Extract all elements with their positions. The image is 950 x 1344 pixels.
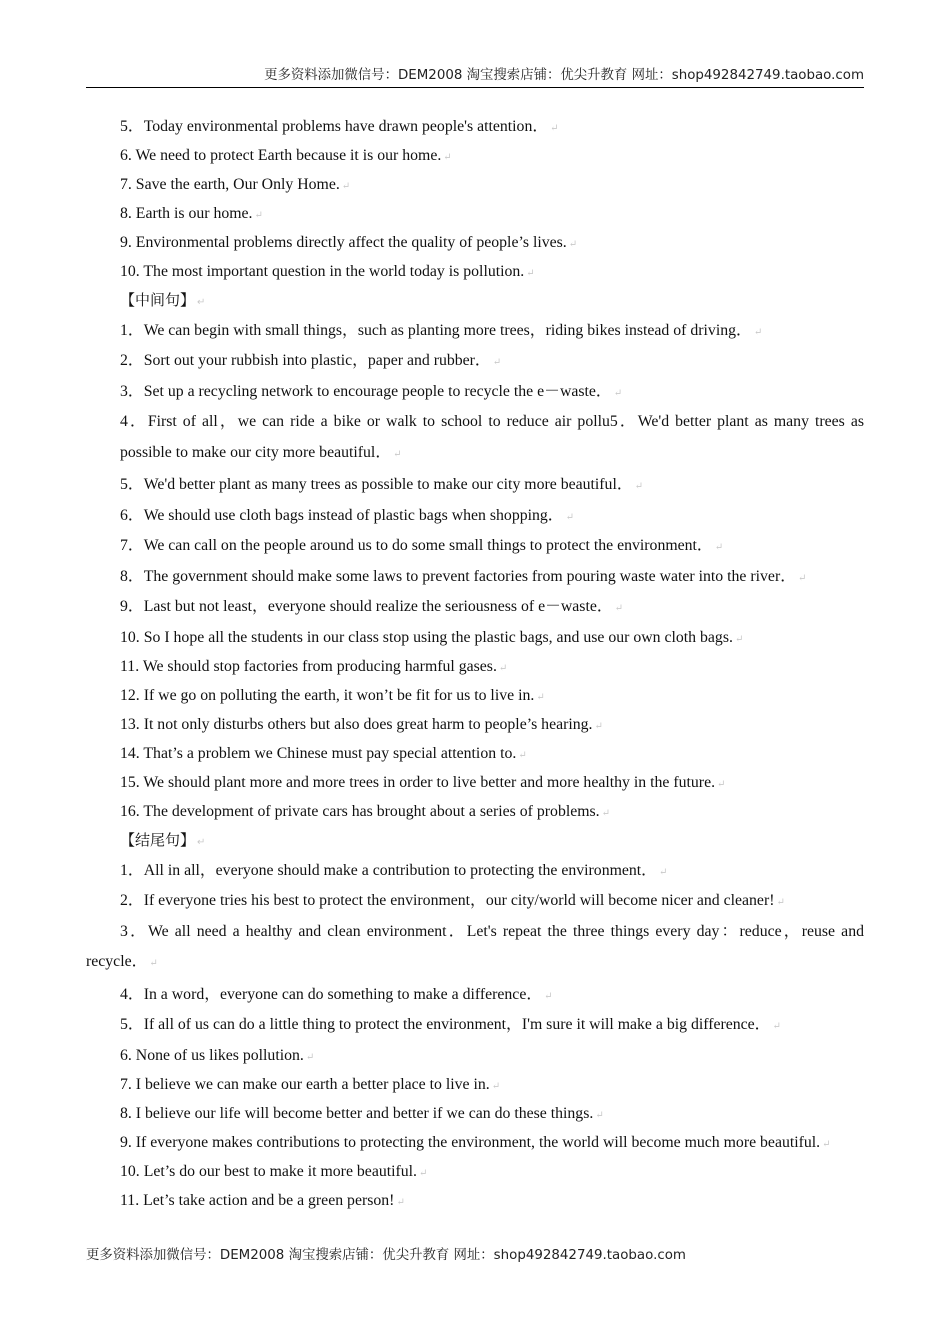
paragraph-mark: ↵ xyxy=(822,1138,831,1150)
document-body xyxy=(86,112,864,1215)
list-item xyxy=(86,592,864,623)
sentence-text: 3．We all need a healthy and clean environment．Let's repeat the three things every day：reduce，reuse and recycle． xyxy=(86,922,864,971)
sentence-text: 8. I believe our life will become better and better if we can do these things. xyxy=(120,1104,594,1122)
list-item xyxy=(86,1070,864,1099)
sentence-text: 5．Today environmental problems have drawn people's attention． xyxy=(120,118,549,135)
list-item xyxy=(86,470,864,501)
sentence-text: 6. We need to protect Earth because it is our home. xyxy=(120,147,442,164)
list-item xyxy=(86,1186,864,1215)
paragraph-mark: ↵ xyxy=(396,1196,405,1208)
sentence-text: 4．First of all，we can ride a bike or walk to school to reduce air pollu5．We'd better plant as many trees as possible to make our city more beautiful． xyxy=(120,413,864,461)
paragraph-mark: ↵ xyxy=(443,152,452,163)
sentence-text: 7. I believe we can make our earth a better place to live in. xyxy=(120,1075,490,1093)
paragraph-mark: ↵ xyxy=(419,1167,428,1179)
list-item xyxy=(86,980,864,1011)
paragraph-mark: ↵ xyxy=(254,210,263,221)
paragraph-mark: ↵ xyxy=(798,572,807,584)
list-item xyxy=(86,346,864,377)
list-item xyxy=(86,170,864,199)
paragraph-mark: ↵ xyxy=(613,387,623,399)
sentence-text: 8．The government should make some laws to prevent factories from pouring waste water into the river． xyxy=(120,567,797,585)
paragraph-mark: ↵ xyxy=(601,808,611,820)
section-heading-ending xyxy=(86,826,864,856)
sentence-text: 7. Save the earth, Our Only Home. xyxy=(120,176,340,193)
sentence-text: 10. The most important question in the world today is pollution. xyxy=(120,263,525,280)
list-item xyxy=(86,1157,864,1186)
section-heading-text: 【结尾句】 xyxy=(120,831,196,850)
page-footer: 更多资料添加微信号：DEM2008 淘宝搜索店铺：优尖升教育 网址：shop492842749.taobao.com xyxy=(86,1248,686,1263)
sentence-text: 13. It not only disturbs others but also does great harm to people’s hearing. xyxy=(120,716,593,734)
paragraph-mark: ↵ xyxy=(536,692,545,704)
sentence-text: 5．If all of us can do a little thing to protect the environment，I'm sure it will make a big difference． xyxy=(120,1016,771,1034)
sentence-text: 14. That’s a problem we Chinese must pay special attention to. xyxy=(120,745,517,763)
section-heading-middle xyxy=(86,286,864,316)
list-item xyxy=(86,316,864,347)
paragraph-mark: ↵ xyxy=(491,1080,501,1092)
paragraph-mark: ↵ xyxy=(341,181,351,192)
paragraph-mark: ↵ xyxy=(568,239,578,250)
list-item xyxy=(86,228,864,257)
section-heading-text: 【中间句】 xyxy=(120,291,196,309)
paragraph-mark: ↵ xyxy=(776,897,785,909)
list-item xyxy=(86,1128,864,1157)
sentence-text: 11. Let’s take action and be a green person! xyxy=(120,1191,395,1209)
paragraph-mark: ↵ xyxy=(197,837,206,849)
list-item xyxy=(86,407,864,470)
paragraph-mark: ↵ xyxy=(772,1021,781,1033)
paragraph-mark: ↵ xyxy=(149,958,158,970)
sentence-text: 10. So I hope all the students in our class stop using the plastic bags, and use our own cloth bags. xyxy=(120,629,733,647)
sentence-text: 9. Environmental problems directly affect the quality of people’s lives. xyxy=(120,234,567,251)
paragraph-mark: ↵ xyxy=(714,542,724,554)
sentence-text: 6. None of us likes pollution. xyxy=(120,1046,304,1064)
paragraph-mark: ↵ xyxy=(197,297,206,308)
paragraph-mark: ↵ xyxy=(658,866,668,878)
paragraph-mark: ↵ xyxy=(717,779,726,791)
list-item xyxy=(86,112,864,141)
paragraph-mark: ↵ xyxy=(565,511,574,523)
paragraph-mark: ↵ xyxy=(526,268,535,279)
sentence-text: 3．Set up a recycling network to encourage people to recycle the e－waste． xyxy=(120,382,612,400)
sentence-text: 9. If everyone makes contributions to protecting the environment, the world will become much more beautiful. xyxy=(120,1133,821,1151)
paragraph-mark: ↵ xyxy=(518,750,527,762)
paragraph-mark: ↵ xyxy=(753,326,763,338)
header-divider xyxy=(86,87,864,88)
sentence-text: 16. The development of private cars has brought about a series of problems. xyxy=(120,803,600,821)
sentence-text: 12. If we go on polluting the earth, it won’t be fit for us to live in. xyxy=(120,687,535,705)
paragraph-mark: ↵ xyxy=(544,990,553,1002)
list-item xyxy=(86,623,864,652)
list-item xyxy=(86,768,864,797)
sentence-text: 2．Sort out your rubbish into plastic，paper and rubber． xyxy=(120,352,491,370)
sentence-text: 5．We'd better plant as many trees as possible to make our city more beautiful． xyxy=(120,476,633,494)
paragraph-mark: ↵ xyxy=(634,481,644,493)
list-item xyxy=(86,377,864,408)
page-header: 更多资料添加微信号：DEM2008 淘宝搜索店铺：优尖升教育 网址：shop492842749.taobao.com xyxy=(264,68,864,83)
list-item xyxy=(86,1010,864,1041)
list-item xyxy=(86,257,864,286)
list-item xyxy=(86,652,864,681)
paragraph-mark: ↵ xyxy=(393,448,402,460)
paragraph-mark: ↵ xyxy=(594,721,603,733)
paragraph-mark: ↵ xyxy=(492,357,502,369)
list-item xyxy=(86,739,864,768)
paragraph-mark: ↵ xyxy=(595,1109,604,1121)
list-item xyxy=(86,886,864,917)
list-item xyxy=(86,856,864,887)
sentence-text: 1．All in all，everyone should make a contribution to protecting the environment． xyxy=(120,861,657,879)
sentence-text: 2．If everyone tries his best to protect the environment，our city/world will become nicer and cleaner! xyxy=(120,892,775,910)
list-item xyxy=(86,917,864,980)
list-item xyxy=(86,1099,864,1128)
list-item xyxy=(86,199,864,228)
sentence-text: 15. We should plant more and more trees in order to live better and more healthy in the future. xyxy=(120,774,716,792)
sentence-text: 6．We should use cloth bags instead of plastic bags when shopping． xyxy=(120,506,564,524)
list-item xyxy=(86,562,864,593)
sentence-text: 8. Earth is our home. xyxy=(120,205,253,222)
list-item xyxy=(86,501,864,532)
paragraph-mark: ↵ xyxy=(305,1051,315,1063)
paragraph-mark: ↵ xyxy=(614,603,624,615)
sentence-text: 9．Last but not least，everyone should realize the seriousness of e－waste． xyxy=(120,598,613,616)
sentence-text: 4．In a word，everyone can do something to make a difference． xyxy=(120,985,543,1003)
list-item xyxy=(86,141,864,170)
list-item xyxy=(86,797,864,826)
list-item xyxy=(86,1041,864,1070)
sentence-text: 1．We can begin with small things，such as planting more trees，riding bikes instead of driving． xyxy=(120,321,752,339)
paragraph-mark: ↵ xyxy=(734,634,744,646)
paragraph-mark: ↵ xyxy=(498,663,508,675)
list-item xyxy=(86,710,864,739)
sentence-text: 11. We should stop factories from producing harmful gases. xyxy=(120,658,497,676)
list-item xyxy=(86,681,864,710)
paragraph-mark: ↵ xyxy=(550,123,559,134)
sentence-text: 7．We can call on the people around us to do some small things to protect the environment． xyxy=(120,537,713,555)
list-item xyxy=(86,531,864,562)
sentence-text: 10. Let’s do our best to make it more beautiful. xyxy=(120,1162,418,1180)
